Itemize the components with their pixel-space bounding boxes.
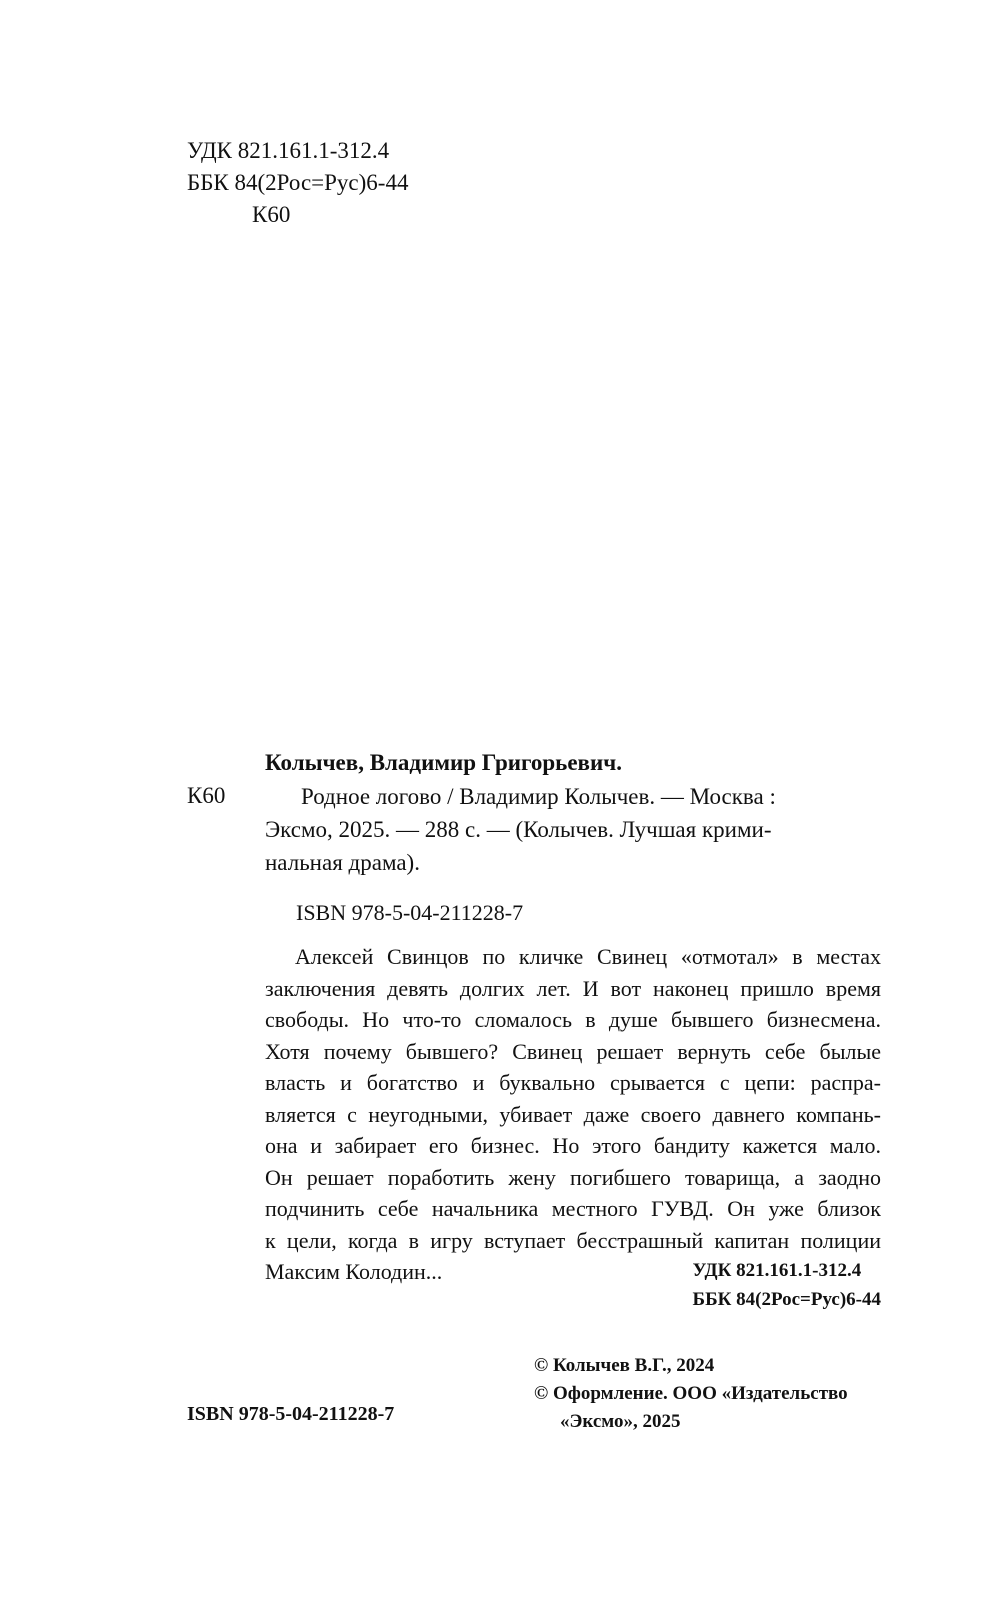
description-line: Родное логово / Владимир Колычев. — Москва : (301, 784, 776, 809)
description-line: нальная драма). (265, 850, 420, 875)
record-isbn: ISBN 978-5-04-211228-7 (296, 900, 524, 925)
annotation-line: к цели, когда в игру вступает бесстрашный капитан полиции (265, 1227, 881, 1253)
annotation-line: заключения девять долгих лет. И вот наконец пришло время (265, 975, 881, 1001)
bbk-code: ББК 84(2Рос=Рус)6-44 (187, 170, 409, 195)
annotation-line: вляется с неугодными, убивает даже своего давнего компань- (265, 1101, 881, 1127)
udk-code-bottom: УДК 821.161.1-312.4 (692, 1260, 862, 1281)
annotation-line: подчинить себе начальника местного ГУВД. Он уже близок (265, 1196, 881, 1221)
copyright-design-cont: «Эксмо», 2025 (560, 1411, 681, 1432)
author-heading: Колычев, Владимир Григорьевич. (265, 750, 622, 775)
description-line: Эксмо, 2025. — 288 с. — (Колычев. Лучшая крими- (265, 817, 772, 842)
annotation-line: Алексей Свинцов по кличке Свинец «отмотал» в местах (295, 944, 881, 969)
annotation-line: Он решает поработить жену погибшего товарища, а заодно (265, 1164, 881, 1190)
annotation-line: Хотя почему бывшего? Свинец решает вернуть себе былые (265, 1038, 881, 1064)
udk-code: УДК 821.161.1-312.4 (187, 138, 390, 163)
annotation-line: свободы. Но что-то сломалось в душе бывшего бизнесмена. (265, 1007, 881, 1032)
footer-isbn: ISBN 978-5-04-211228-7 (187, 1403, 395, 1425)
copyright-author: © Колычев В.Г., 2024 (534, 1355, 715, 1376)
copyright-design: © Оформление. ООО «Издательство (534, 1383, 848, 1404)
copyright-block (534, 1352, 848, 1436)
classification-top (187, 135, 408, 231)
annotation-line: власть и богатство и буквально срывается с цепи: распра- (265, 1070, 881, 1095)
author-mark: К60 (252, 202, 291, 227)
classification-bottom (693, 1256, 881, 1314)
bibliographic-description (265, 780, 881, 879)
annotation (265, 941, 881, 1288)
annotation-line: она и забирает его бизнес. Но этого бандиту кажется мало. (265, 1133, 881, 1158)
record-author-mark: К60 (187, 783, 226, 808)
bbk-code-bottom: ББК 84(2Рос=Рус)6-44 (692, 1289, 881, 1310)
annotation-line: Максим Колодин... (265, 1259, 443, 1284)
